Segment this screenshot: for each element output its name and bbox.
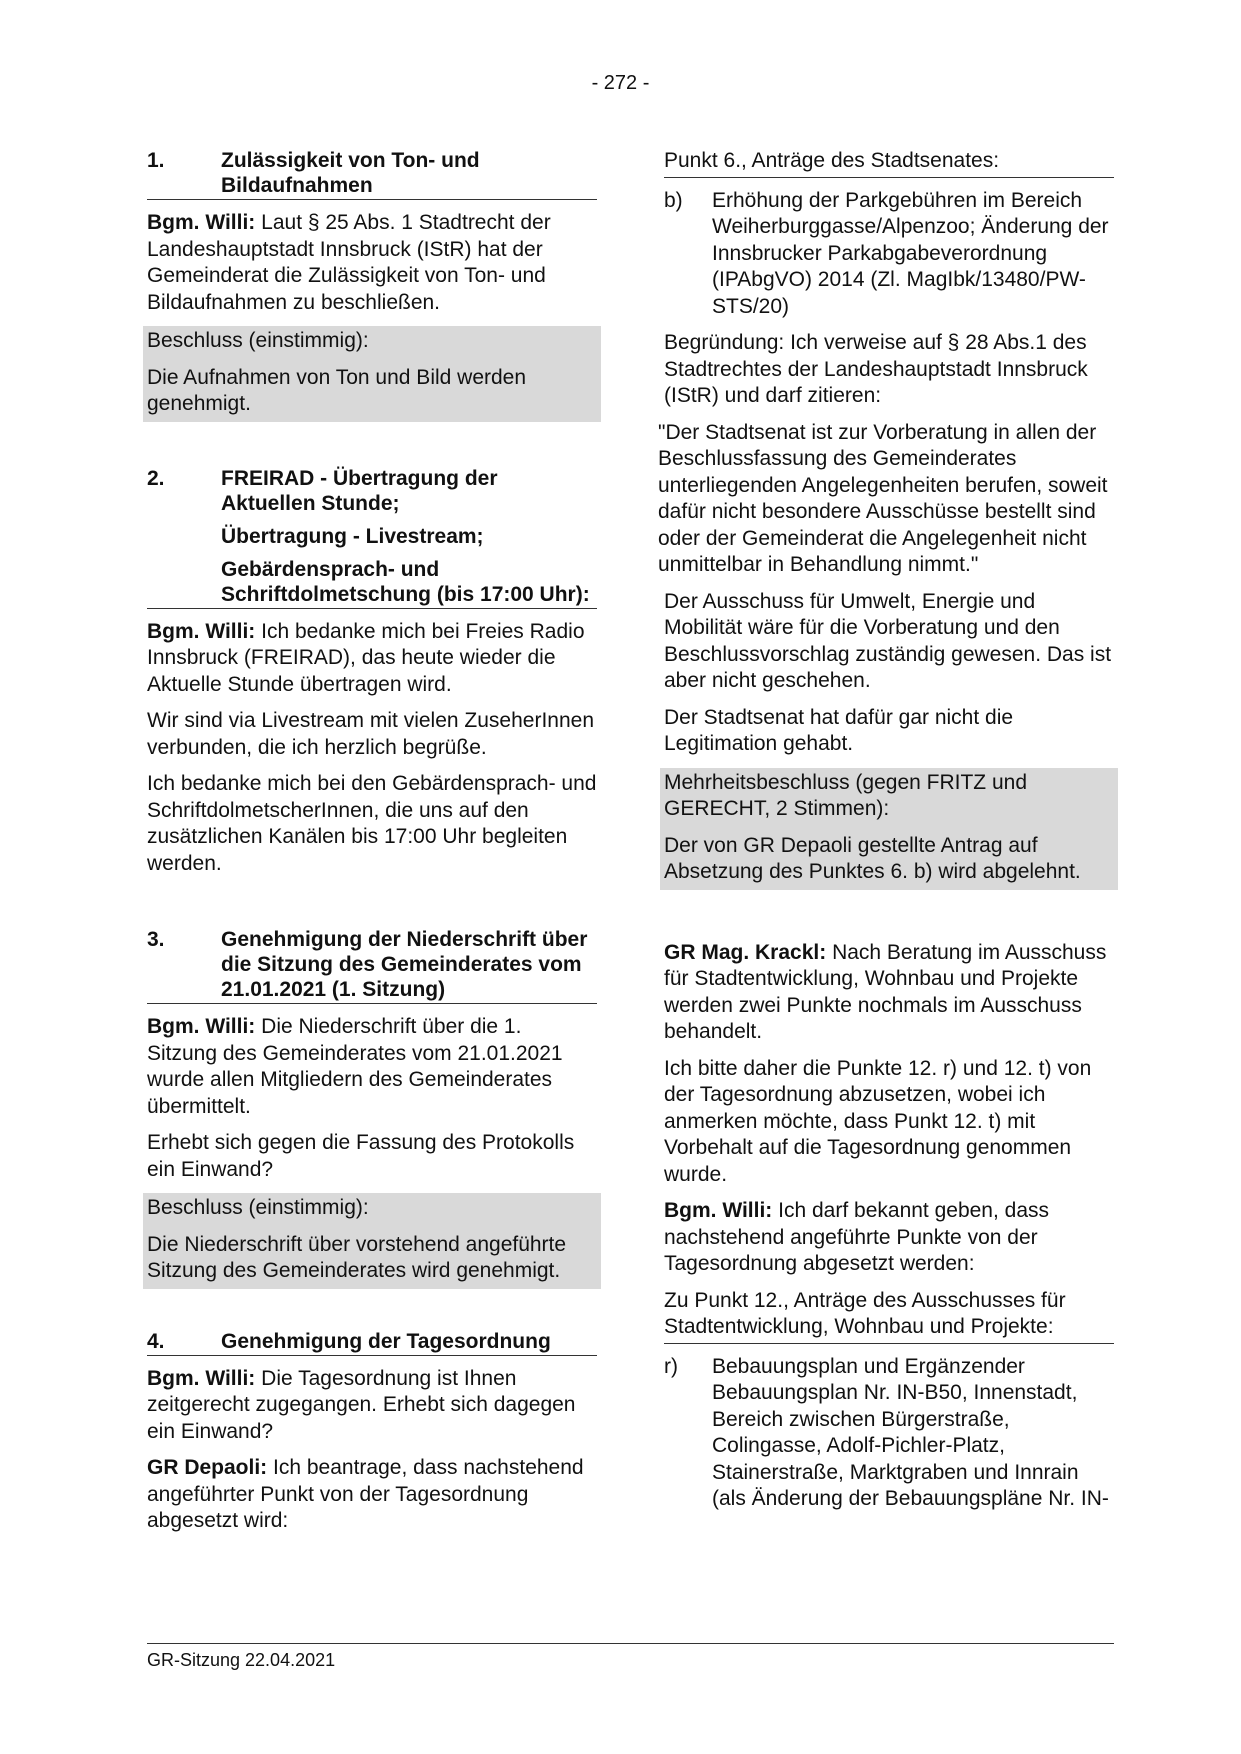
agenda-item <box>664 188 1114 321</box>
section-number: 2. <box>147 466 165 490</box>
decision-heading: Beschluss (einstimmig): <box>147 1196 369 1219</box>
paragraph: Erhebt sich gegen die Fassung des Protokolls ein Einwand? <box>147 1131 575 1181</box>
item-label: r) <box>664 1354 678 1378</box>
agenda-item <box>664 1354 1114 1513</box>
decision-text: Die Niederschrift über vorstehend angeführte Sitzung des Gemeinderates wird genehmigt. <box>147 1232 567 1282</box>
section-title: Genehmigung der Tagesordnung <box>221 1329 551 1353</box>
right-column <box>658 148 1114 1523</box>
decision-heading: Beschluss (einstimmig): <box>147 329 369 352</box>
left-column <box>147 148 597 1545</box>
paragraph: Bgm. Willi: Ich bedanke mich bei Freies Radio Innsbruck (FREIRAD), das heute wieder die Aktuelle Stunde übertragen wird. <box>147 619 585 696</box>
paragraph: Ich bedanke mich bei den Gebärdensprach- und SchriftdolmetscherInnen, die uns auf den zusätzlichen Kanälen bis 17:00 Uhr begleiten werden. <box>147 772 597 875</box>
decision-box <box>143 1193 601 1289</box>
page-footer: GR-Sitzung 22.04.2021 <box>147 1643 1114 1671</box>
speaker: Bgm. Willi: <box>664 1199 773 1222</box>
decision-text: Die Aufnahmen von Ton und Bild werden genehmigt. <box>147 365 527 415</box>
paragraph: GR Mag. Krackl: Nach Beratung im Ausschuss für Stadtentwicklung, Wohnbau und Projekte werden zwei Punkte nochmals im Ausschuss behandelt. <box>664 940 1107 1043</box>
item-text: Erhöhung der Parkgebühren im Bereich Weiherburggasse/Alpenzoo; Änderung der Innsbrucker Parkabgabeverordnung (IPAbgVO) 2014 (Zl. MagIbk/13480/PW-STS/20) <box>712 188 1109 318</box>
paragraph: Der Ausschuss für Umwelt, Energie und Mobilität wäre für die Vorberatung und den Beschlussvorschlag zuständig gewesen. Das ist aber nicht geschehen. <box>664 589 1112 692</box>
paragraph: Ich bitte daher die Punkte 12. r) und 12. t) von der Tagesordnung abzusetzen, wobei ich anmerken möchte, dass Punkt 12. t) mit Vorbehalt auf die Tagesordnung genommen wurde. <box>664 1056 1092 1186</box>
decision-text: Der von GR Depaoli gestellte Antrag auf Absetzung des Punktes 6. b) wird abgelehnt. <box>664 833 1081 883</box>
section-title: Gebärdensprach- und Schriftdolmetschung (bis 17:00 Uhr): <box>221 557 590 606</box>
paragraph: Bgm. Willi: Die Tagesordnung ist Ihnen zeitgerecht zugegangen. Erhebt sich dagegen ein Einwand? <box>147 1366 576 1443</box>
paragraph: Bgm. Willi: Die Niederschrift über die 1. Sitzung des Gemeinderates vom 21.01.2021 wurde allen Mitgliedern des Gemeinderates übermittelt. <box>147 1015 563 1118</box>
speaker: Bgm. Willi: <box>147 1366 256 1390</box>
paragraph: Der Stadtsenat hat dafür gar nicht die Legitimation gehabt. <box>664 705 1014 755</box>
decision-box <box>143 326 601 422</box>
speaker: GR Mag. Krackl: <box>664 940 827 964</box>
section-number: 4. <box>147 1329 165 1353</box>
quote: "Der Stadtsenat ist zur Vorberatung in allen der Beschlussfassung des Gemeinderates unterliegenden Angelegenheiten berufen, soweit dafür nicht besondere Ausschüsse bestellt sind oder der Gemeinderat die Angelegenheit nicht unmittelbar in Behandlung nimmt." <box>658 420 1108 576</box>
paragraph: Wir sind via Livestream mit vielen ZuseherInnen verbunden, die ich herzlich begrüße. <box>147 709 595 759</box>
section-3-heading <box>147 927 597 1004</box>
decision-heading: Mehrheitsbeschluss (gegen FRITZ und GERECHT, 2 Stimmen): <box>664 770 1027 820</box>
section-title: Übertragung - Livestream; <box>221 524 484 548</box>
item-label: b) <box>664 188 683 212</box>
section-number: 3. <box>147 928 165 951</box>
section-title: Genehmigung der Niederschrift über die Sitzung des Gemeinderates vom 21.01.2021 (1. Sitzung) <box>221 928 588 1001</box>
page-number: - 272 - <box>591 72 650 94</box>
section-2-heading <box>147 466 597 609</box>
speaker: Bgm. Willi: <box>147 619 256 643</box>
speaker: Bgm. Willi: <box>147 1015 256 1038</box>
section-1-heading <box>147 148 597 200</box>
section-number: 1. <box>147 149 165 172</box>
agenda-heading: Punkt 6., Anträge des Stadtsenates: <box>664 148 1114 178</box>
agenda-heading: Zu Punkt 12., Anträge des Ausschusses für Stadtentwicklung, Wohnbau und Projekte: <box>664 1288 1114 1344</box>
decision-box <box>660 768 1118 890</box>
item-text: Bebauungsplan und Ergänzender Bebauungsplan Nr. IN-B50, Innenstadt, Bereich zwischen Bürgerstraße, Colingasse, Adolf-Pichler-Platz, Stainerstraße, Marktgraben und Innrain (als Änderung der Bebauungspläne Nr. IN- <box>712 1354 1109 1510</box>
speaker: Bgm. Willi: <box>147 211 256 234</box>
paragraph: Begründung: Ich verweise auf § 28 Abs.1 des Stadtrechtes der Landeshauptstadt Innsbruck (IStR) und darf zitieren: <box>664 331 1088 407</box>
paragraph: GR Depaoli: Ich beantrage, dass nachstehend angeführter Punkt von der Tagesordnung abgesetzt wird: <box>147 1456 584 1532</box>
speaker: GR Depaoli: <box>147 1456 268 1479</box>
paragraph: Bgm. Willi: Ich darf bekannt geben, dass nachstehend angeführte Punkte von der Tagesordnung abgesetzt werden: <box>664 1199 1050 1275</box>
section-4-heading <box>147 1329 597 1356</box>
section-title: Zulässigkeit von Ton- und Bildaufnahmen <box>221 149 480 197</box>
section-title: FREIRAD - Übertragung der Aktuellen Stunde; <box>221 466 498 515</box>
paragraph: Bgm. Willi: Laut § 25 Abs. 1 Stadtrecht der Landeshauptstadt Innsbruck (IStR) hat der Gemeinderat die Zulässigkeit von Ton- und Bildaufnahmen zu beschließen. <box>147 211 551 314</box>
